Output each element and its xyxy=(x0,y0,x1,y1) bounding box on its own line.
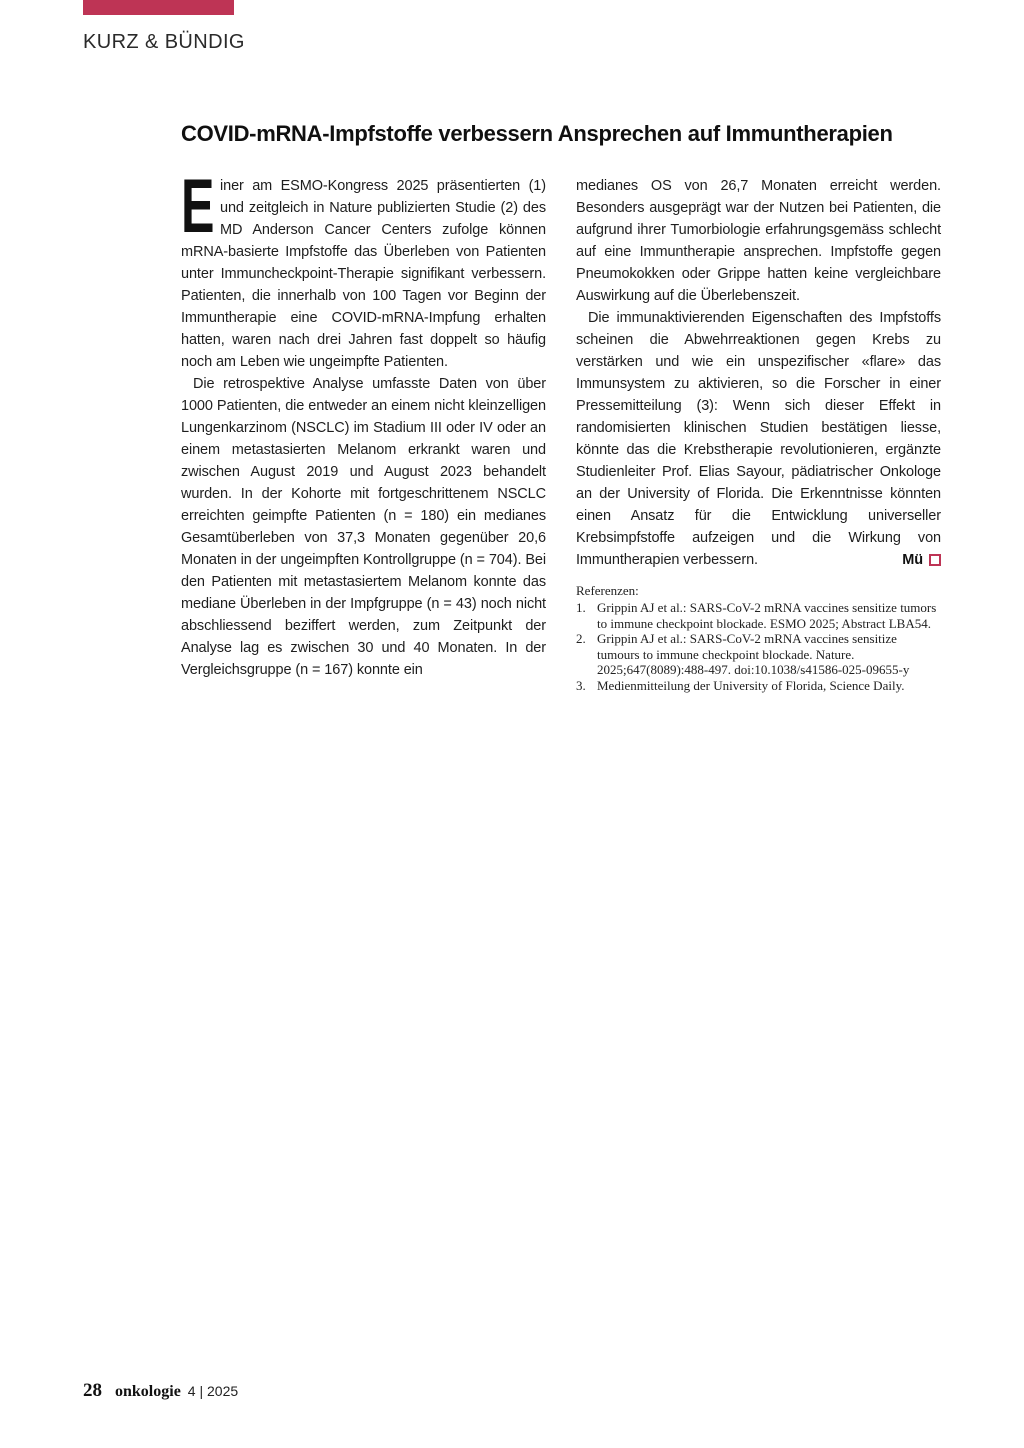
article-title: COVID-mRNA-Impfstoffe verbessern Ansprechen auf Immuntherapien xyxy=(181,121,893,146)
paragraph-4-text: Die immunaktivierenden Eigenschaften des Impfstoffs scheinen die Abwehrreaktionen gegen Krebs zu verstärken und wie ein unspezifischer «flare» das Immunsystem zu aktivieren, so die Forscher in einer Pressemitteilung (3): Wenn sich dieser Effekt in randomisierten klinischen Studien bestätigen liesse, könnte das die Krebstherapie revolutionieren, ergänzte Studienleiter Prof. Elias Sayour, pädiatrischer Onkologe an der University of Florida. Die Erkenntnisse könnten einen Ansatz für die Entwicklung universeller Krebsimpfstoffe aufzeigen und die Wirkung von Immuntherapien verbessern. xyxy=(576,310,941,568)
reference-text: Medienmitteilung der University of Florida, Science Daily. xyxy=(597,677,905,693)
references-heading: Referenzen: xyxy=(576,583,639,598)
reference-item xyxy=(576,678,941,694)
article-columns xyxy=(181,164,941,693)
reference-text: Grippin AJ et al.: SARS-CoV-2 mRNA vaccines sensitize tumours to immune checkpoint blockade. Nature. 2025;647(8089):488-497. doi:10.1038/s41586-025-09655-y xyxy=(597,631,910,677)
reference-number: 3. xyxy=(576,677,586,693)
reference-item xyxy=(576,600,941,631)
reference-number: 2. xyxy=(576,631,586,646)
column-right xyxy=(576,175,941,693)
page-number: 28 xyxy=(83,1380,102,1401)
issue-number: 4 | 2025 xyxy=(187,1383,239,1399)
section-kicker: KURZ & BÜNDIG xyxy=(83,31,245,53)
reference-number: 1. xyxy=(576,600,586,615)
column-left xyxy=(181,164,546,693)
dropcap-letter: E xyxy=(181,164,215,249)
reference-item xyxy=(576,631,941,678)
paragraph-3: medianes OS von 26,7 Monaten erreicht werden. Besonders ausgeprägt war der Nutzen bei Patienten, die aufgrund ihrer Tumorbiologie erfahrungsgemäss schlecht auf eine Immuntherapie ansprechen. Impfstoffe gegen Pneumokokken oder Grippe hatten keine vergleichbare Auswirkung auf die Überlebenszeit. xyxy=(576,178,941,304)
paragraph-1-text: iner am ESMO-Kongress 2025 präsentierten (1) und zeitgleich in Nature publizierten Studie (2) des MD Anderson Cancer Centers zufolge können mRNA-basierte Impfstoffe das Überleben von Patienten unter Immuncheckpoint-Therapie signifikant verbessern. Patienten, die innerhalb von 100 Tagen vor Beginn der Immuntherapie eine COVID-mRNA-Impfung erhalten hatten, waren nach drei Jahren fast doppelt so häufig noch am Leben wie ungeimpfte Patienten. xyxy=(181,178,546,370)
paragraph-2: Die retrospektive Analyse umfasste Daten von über 1000 Patienten, die entweder an einem nicht kleinzelligen Lungenkarzinom (NSCLC) im Stadium III oder IV oder an einem metastasierten Melanom erkrankt waren und zwischen August 2019 und August 2023 behandelt wurden. In der Kohorte mit fortgeschrittenem NSCLC erreichten geimpfte Patienten (n = 180) ein medianes Gesamtüberleben von 37,3 Monaten gegenüber 20,6 Monaten in der ungeimpften Kontrollgruppe (n = 704). Bei den Patienten mit metastasiertem Melanom konnte das mediane Überleben in der Impfgruppe (n = 43) noch nicht abschliessend beziffert werden, zum Zeitpunkt der Analyse lag es zwischen 30 und 40 Monaten. In der Vergleichsgruppe (n = 167) konnte ein xyxy=(181,376,546,678)
paragraph-1 xyxy=(181,164,546,373)
article xyxy=(181,120,941,693)
magazine-name: onkologie xyxy=(115,1383,181,1400)
author-signature xyxy=(890,549,941,571)
references xyxy=(576,583,941,693)
section-accent-bar xyxy=(83,0,234,15)
references-list xyxy=(576,600,941,693)
reference-text: Grippin AJ et al.: SARS-CoV-2 mRNA vaccines sensitize tumors to immune checkpoint blockade. ESMO 2025; Abstract LBA54. xyxy=(597,600,937,631)
author-initials: Mü xyxy=(902,552,923,568)
page-footer xyxy=(83,1380,238,1402)
end-of-article-square-icon xyxy=(929,554,941,566)
paragraph-4 xyxy=(576,307,941,571)
